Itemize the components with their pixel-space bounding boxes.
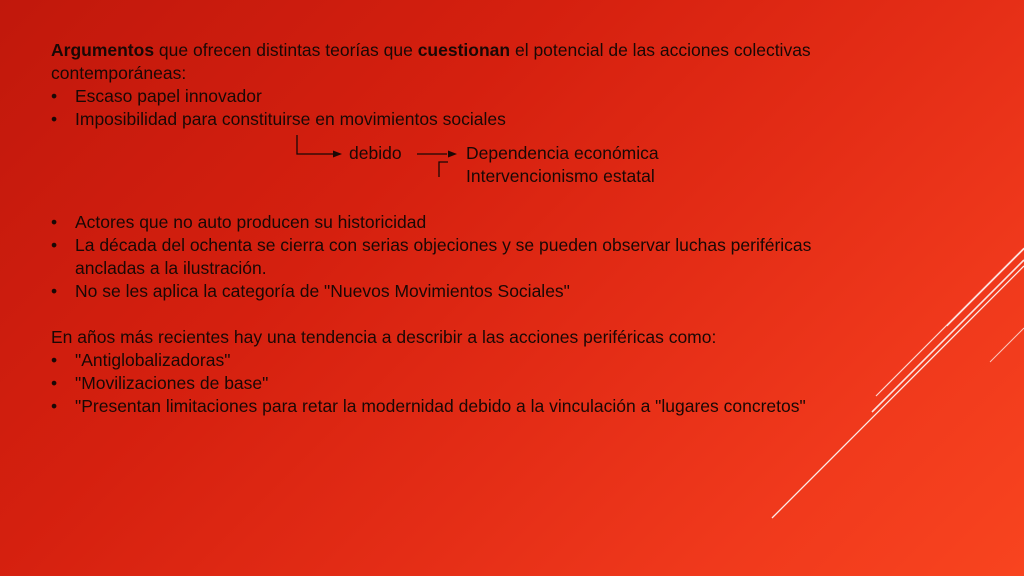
deco-line-4 bbox=[947, 249, 1024, 326]
intro-text-2: el potencial de las acciones colectivas bbox=[510, 40, 811, 60]
flow-cause-2: Intervencionismo estatal bbox=[466, 166, 655, 186]
bullet-dot: • bbox=[51, 281, 58, 301]
bullet-dot: • bbox=[51, 373, 58, 393]
deco-line-2 bbox=[872, 260, 1024, 412]
objection-text: La década del ochenta se cierra con serias objeciones y se pueden observar luchas periféricas bbox=[75, 235, 812, 255]
bullet-dot: • bbox=[51, 350, 58, 370]
deco-line-5 bbox=[990, 328, 1024, 362]
flow-cause-1: Dependencia económica bbox=[466, 143, 659, 163]
recent-text: "Antiglobalizadoras" bbox=[75, 350, 231, 370]
recent-text: "Presentan limitaciones para retar la modernidad debido a la vinculación a "lugares concretos" bbox=[75, 396, 806, 416]
deco-line-1 bbox=[772, 266, 1024, 518]
bullet-dot: • bbox=[51, 212, 58, 232]
intro-bold-cuestionan: cuestionan bbox=[417, 40, 511, 60]
recent-heading: En años más recientes hay una tendencia a describir a las acciones periféricas como: bbox=[51, 327, 717, 347]
argument-text: Imposibilidad para constituirse en movimientos sociales bbox=[75, 109, 506, 129]
bullet-dot: • bbox=[51, 235, 58, 255]
objection-text: Actores que no auto producen su historicidad bbox=[75, 212, 427, 232]
bullet-dot: • bbox=[51, 396, 58, 416]
bullet-dot: • bbox=[51, 109, 58, 129]
deco-line-3 bbox=[876, 248, 1024, 396]
intro-bold-argumentos: Argumentos bbox=[51, 40, 155, 60]
intro-line-2: contemporáneas: bbox=[51, 63, 187, 83]
objection-text: No se les aplica la categoría de "Nuevos Movimientos Sociales" bbox=[75, 281, 570, 301]
bullet-dot: • bbox=[51, 86, 58, 106]
flow-word-debido: debido bbox=[349, 143, 402, 163]
objection-bullet-2-cont: ancladas a la ilustración. bbox=[75, 258, 267, 278]
recent-text: "Movilizaciones de base" bbox=[75, 373, 269, 393]
argument-text: Escaso papel innovador bbox=[75, 86, 262, 106]
intro-text-1: que ofrecen distintas teorías que bbox=[154, 40, 418, 60]
